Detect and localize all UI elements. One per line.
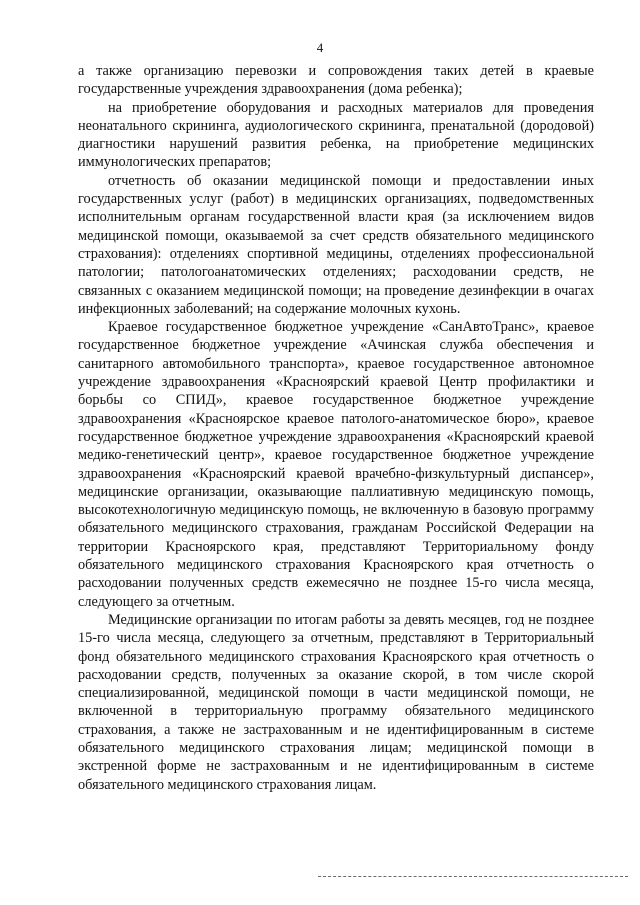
- paragraph-4: Краевое государственное бюджетное учреждение «СанАвтоТранс», краевое государственное бюджетное учреждение «Ачинская служба обеспечения и санитарного автомобильного транспорта», краевое государственное автономное учреждение здравоохранения «Красноярский краевой Центр профилактики и борьбы со СПИД», краевое государственное бюджетное учреждение здравоохранения «Красноярское краевое патолого-анатомическое бюро», краевое государственное бюджетное учреждение здравоохранения «Красноярский краевой медико-генетический центр», краевое государственное бюджетное учреждение здравоохранения «Красноярский краевой врачебно-физкультурный диспансер», медицинские организации, оказывающие паллиативную медицинскую помощь, высокотехнологичную медицинскую помощь, не включенную в базовую программу обязательного медицинского страхования, гражданам Российской Федерации на территории Красноярского края, представляют Территориальному фонду обязательного медицинского страхования Красноярского края отчетность о расходовании полученных средств ежемесячно не позднее 15-го числа месяца, следующего за отчетным.: [78, 319, 594, 610]
- paragraph-1: а также организацию перевозки и сопровождения таких детей в краевые государственные учреждения здравоохранения (дома ребенка);: [78, 63, 594, 98]
- paragraph-3: отчетность об оказании медицинской помощи и предоставлении иных государственных услуг (работ) в медицинских организациях, подведомственных исполнительным органам государственной власти края (за исключением видов медицинской помощи, оказываемой за счет средств обязательного медицинского страхования): отделениях спортивной медицины, отделениях профессиональной патологии; патологоанатомических отделениях; расходовании средств, не связанных с оказанием медицинской помощи; на проведение дезинфекции в очагах инфекционных заболеваний; на содержание молочных кухонь.: [78, 172, 594, 317]
- page-number: 4: [316, 40, 324, 55]
- paragraph-5: Медицинские организации по итогам работы за девять месяцев, год не позднее 15-го числа месяца, следующего за отчетным, представляют в Территориальный фонд обязательного медицинского страхования Красноярского края отчетность о расходовании средств, полученных за оказание скорой, в том числе скорой специализированной, медицинской помощи в части медицинской помощи, не включенной в территориальную программу обязательного медицинского страхования, а также не застрахованным и не идентифицированным в системе обязательного медицинского страхования лицам; медицинской помощи в экстренной форме не застрахованным и не идентифицированным в системе обязательного медицинского страхования лицам.: [78, 611, 594, 793]
- footer-divider: [318, 876, 628, 878]
- document-body: [78, 62, 594, 794]
- paragraph-2: на приобретение оборудования и расходных материалов для проведения неонатального скрининга, аудиологического скрининга, пренатальной (дородовой) диагностики нарушений развития ребенка, на приобретение медицинских иммунологических препаратов;: [78, 99, 594, 171]
